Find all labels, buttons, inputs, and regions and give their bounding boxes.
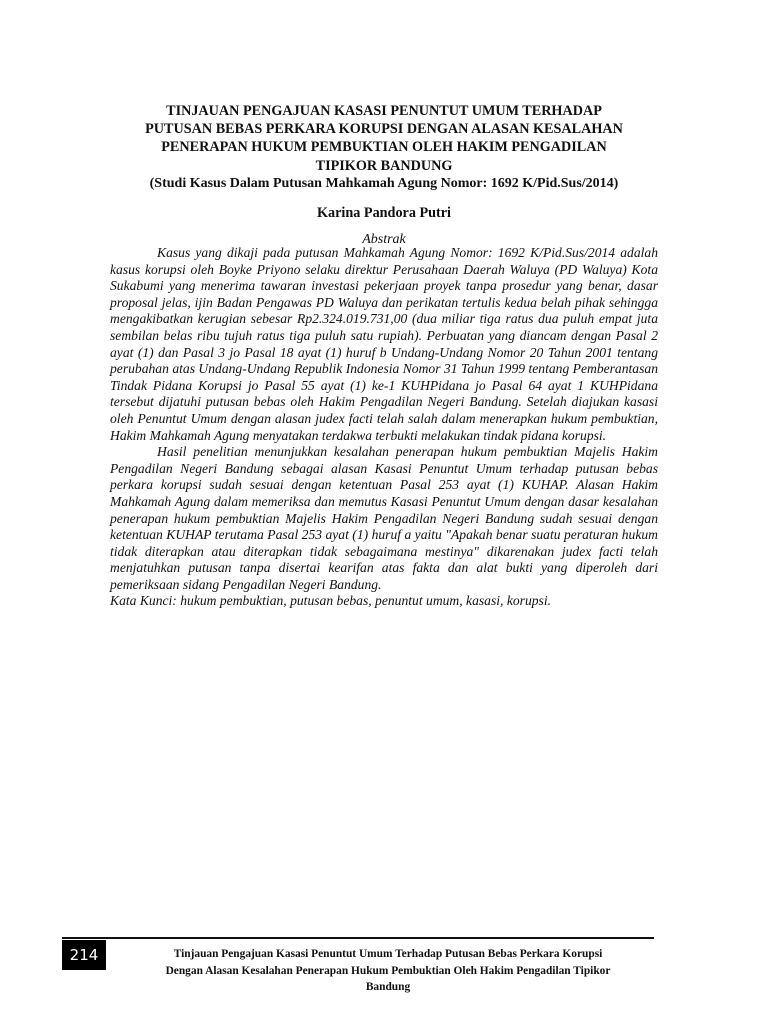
- page-number: 214: [62, 940, 106, 970]
- title-line: TIPIKOR BANDUNG: [315, 157, 453, 174]
- paper-subtitle: (Studi Kasus Dalam Putusan Mahkamah Agung Nomor: 1692 K/Pid.Sus/2014): [149, 175, 619, 191]
- abstract-paragraph: Hasil penelitian menunjukkan kesalahan penerapan hukum pembuktian Majelis Hakim Pengadilan Negeri Bandung sebagai alasan Kasasi Penuntut Umum terhadap putusan bebas perkara korupsi sudah sesuai dengan ketentuan Pasal 253 ayat (1) KUHAP. Alasan Hakim Mahkamah Agung dalam memeriksa dan memutus Kasasi Penuntut Umum dengan dasar kesalahan penerapan hukum pembuktian Majelis Hakim Pengadilan Negeri Bandung sudah sesuai dengan ketentuan KUHAP terutama Pasal 253 ayat (1) huruf a yaitu "Apakah benar suatu peraturan hukum tidak diterapkan atau diterapkan tidak sebagaimana mestinya" dikarenakan judex facti telah menjatuhkan putusan tanpa disertai kearifan atas fakta dan alat bukti yang diperoleh dari pemeriksaan sidang Pengadilan Negeri Bandung.: [110, 444, 658, 592]
- keywords: Kata Kunci: hukum pembuktian, putusan bebas, penuntut umum, kasasi, korupsi.: [110, 593, 552, 609]
- running-footer-title: [118, 946, 658, 996]
- author-name: Karina Pandora Putri: [317, 205, 451, 221]
- footer-divider: [62, 937, 654, 939]
- abstract-heading: Abstrak: [362, 232, 406, 247]
- footer-line: Tinjauan Pengajuan Kasasi Penuntut Umum Terhadap Putusan Bebas Perkara Korupsi: [173, 948, 603, 960]
- footer-line: Dengan Alasan Kesalahan Penerapan Hukum Pembuktian Oleh Hakim Pengadilan Tipikor: [165, 964, 611, 977]
- title-line: PENERAPAN HUKUM PEMBUKTIAN OLEH HAKIM PENGADILAN: [161, 139, 607, 156]
- footer-line: Bandung: [365, 981, 411, 993]
- paper-title: [110, 102, 658, 193]
- title-line: TINJAUAN PENGAJUAN KASASI PENUNTUT UMUM TERHADAP: [166, 103, 602, 119]
- title-line: PUTUSAN BEBAS PERKARA KORUPSI DENGAN ALASAN KESALAHAN: [145, 121, 623, 138]
- abstract-body: [110, 245, 658, 610]
- abstract-paragraph: Kasus yang dikaji pada putusan Mahkamah Agung Nomor: 1692 K/Pid.Sus/2014 adalah kasus korupsi oleh Boyke Priyono selaku direktur Perusahaan Daerah Waluya (PD Waluya) Kota Sukabumi yang menerima tawaran investasi pekerjaan proyek tanpa prosedur yang benar, dasar proposal jelas, ijin Badan Pengawas PD Waluya dan perikatan tertulis kedua belah pihak sehingga mengakibatkan kerugian sebesar Rp2.324.019.731,00 (dua miliar tiga ratus dua puluh empat juta sembilan belas ribu tujuh ratus tiga puluh satu rupiah). Perbuatan yang diancam dengan Pasal 2 ayat (1) dan Pasal 3 jo Pasal 18 ayat (1) huruf b Undang-Undang Nomor 20 Tahun 2001 tentang perubahan atas Undang-Undang Republik Indonesia Nomor 31 Tahun 1999 tentang Pemberantasan Tindak Pidana Korupsi jo Pasal 55 ayat (1) ke-1 KUHPidana jo Pasal 64 ayat 1 KUHPidana tersebut dijatuhi putusan bebas oleh Hakim Pengadilan Negeri Bandung. Setelah diajukan kasasi oleh Penuntut Umum dengan alasan judex facti telah salah dalam menerapkan hukum pembuktian, Hakim Mahkamah Agung menyatakan terdakwa terbukti melakukan tindak pidana korupsi.: [110, 245, 658, 443]
